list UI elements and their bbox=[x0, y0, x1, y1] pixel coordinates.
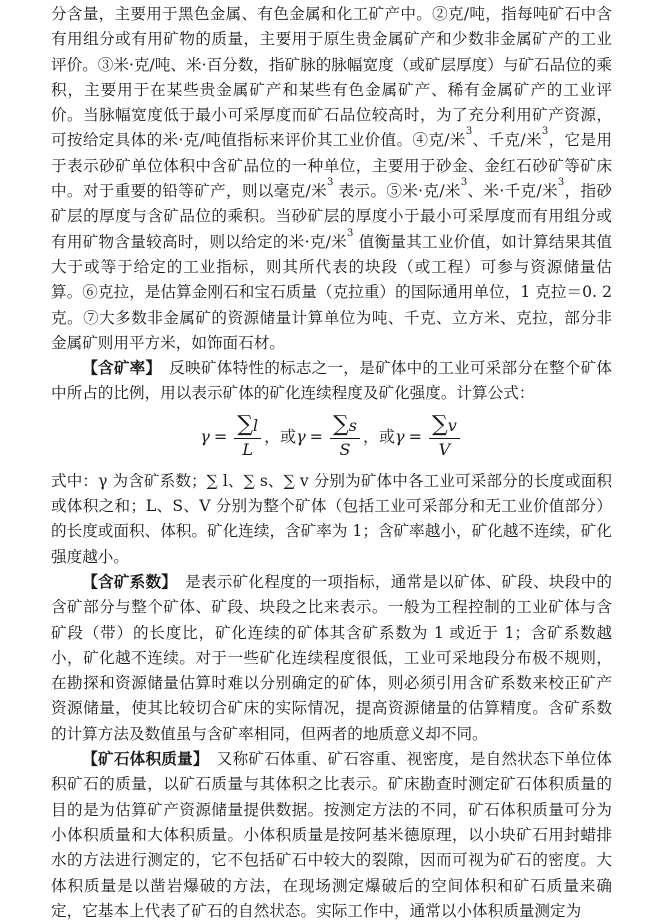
superscript: 3 bbox=[326, 177, 334, 189]
superscript: 3 bbox=[557, 177, 565, 189]
paragraph-ore-content-rate bbox=[51, 356, 612, 407]
units-text-b: 、千克/米 bbox=[472, 131, 542, 150]
paragraph-ore-content-coefficient bbox=[51, 570, 612, 747]
fraction-length: $\frac{\sum l}{L}$ bbox=[234, 413, 261, 461]
formula-ore-content-rate: γ = $\frac{\sum l}{L}$ ，或 γ = $\frac{\sum s}{S}$ ，或 γ = $\frac{\sum v}{V}$ bbox=[51, 409, 612, 465]
units-text-d: 表示。⑤米·克/米 bbox=[333, 182, 461, 201]
term-heading: 【含矿系数】 bbox=[82, 572, 170, 591]
term-definition: 反映矿体特性的标志之一，是矿体中的工业可采部分在整个矿体中所占的比例，用以表示矿体的矿化连续程度及矿化强度。计算公式： bbox=[51, 359, 612, 403]
superscript: 3 bbox=[460, 177, 468, 189]
superscript: 3 bbox=[541, 126, 549, 138]
units-text-g: 值衡量其工业价值，如计算结果其值大于或等于给定的工业指标，则其所代表的块段（或工程）可参与资源储量估算。⑥克拉，是估算金刚石和宝石质量（克拉重）的国际通用单位，1 克拉＝0. 2 克。⑦大多数非金属矿的资源储量计算单位为吨、千克、立方米、克拉，部分非金属矿则用平方米，如饰面石材。 bbox=[51, 232, 612, 352]
paragraph-formula-explanation: 式中：γ 为含矿系数；∑ l、∑ s、∑ v 分别为矿体中各工业可采部分的长度或面积或体积之和；L、S、V 分别为整个矿体（包括工业可采部分和无工业价值部分）的长度或面积、体积。矿化连续，含矿率为 1；含矿率越小，矿化越不连续，矿化强度越小。 bbox=[51, 471, 612, 566]
term-definition: 是表示矿化程度的一项指标，通常是以矿体、矿段、块段中的含矿部分与整个矿体、矿段、块段之比来表示。一般为工程控制的工业矿体与含矿段（带）的长度比，矿化连续的矿体其含矿系数为 1 或近于 1；含矿系数越小，矿化越不连续。对于一些矿化连续程度很低，工业可采地段分布极不规则，在勘探和资源储量估算时难以分别确定的矿体，则必须引用含矿系数来校正矿产资源储量，使其比较切合矿床的实际情况，提高资源储量的估算精度。含矿系数的计算方法及数值虽与含矿率相同，但两者的地质意义却不同。 bbox=[51, 572, 612, 743]
units-text-a: 分含量，主要用于黑色金属、有色金属和化工矿产中。②克/吨，指每吨矿石中含有用组分或有用矿物的质量，主要用于原生贵金属矿产和少数非金属矿产的工业评价。③米·克/吨、米·百分数，指矿脉的脉幅宽度（或矿层厚度）与矿石品位的乘积，主要用于在某些贵金属矿产和某些有色金属矿产、稀有金属矿产的工业评价。当脉幅宽度低于最小可采厚度而矿石品位较高时，为了充分利用矿产资源，可按给定具体的米·克/吨值指标来评价其工业价值。④克/米 bbox=[51, 5, 612, 150]
units-text-e: 、米·千克/米 bbox=[467, 182, 558, 201]
fraction-area: $\frac{\sum s}{S}$ bbox=[330, 413, 360, 461]
superscript: 3 bbox=[465, 126, 473, 138]
term-heading: 【矿石体积质量】 bbox=[82, 750, 201, 769]
paragraph-units bbox=[51, 2, 612, 356]
superscript: 3 bbox=[347, 227, 354, 239]
formula-gamma: γ bbox=[200, 427, 210, 447]
formula-or: ，或 bbox=[362, 427, 395, 447]
formula-equals: = bbox=[213, 427, 228, 447]
units-text-f: ，指砂矿层的厚度与含矿品位的乘积。当砂矿层的厚度小于最小可采厚度而有用组分或有用矿物含量较高时，则以给定的米·克/米 bbox=[51, 182, 612, 251]
term-heading: 【含矿率】 bbox=[82, 359, 154, 378]
paragraph-ore-bulk-density bbox=[51, 747, 612, 924]
term-definition: 又称矿石体重、矿石容重、视密度，是自然状态下单位体积矿石的质量，以矿石质量与其体积之比表示。矿床勘查时测定矿石体积质量的目的是为估算矿产资源储量提供数据。按测定方法的不同，矿石体积质量可分为小体积质量和大体积质量。小体积质量是按阿基米德原理，以小块矿石用封蜡排水的方法进行测定的，它不包括矿石中较大的裂隙，因而可视为矿石的密度。大体积质量是以凿岩爆破的方法，在现场测定爆破后的空间体积和矿石质量来确定，它基本上代表了矿石的自然状态。实际工作中，通常以小体积质量测定为 bbox=[51, 750, 612, 920]
units-text-c: ，它是用于表示砂矿单位体积中含矿品位的一种单位，主要用于砂金、金红石砂矿等矿床中。对于重要的铅等矿产，则以毫克/米 bbox=[51, 131, 612, 201]
fraction-volume: $\frac{\sum v}{V}$ bbox=[429, 413, 460, 461]
formula-or: ，或 bbox=[264, 427, 297, 447]
